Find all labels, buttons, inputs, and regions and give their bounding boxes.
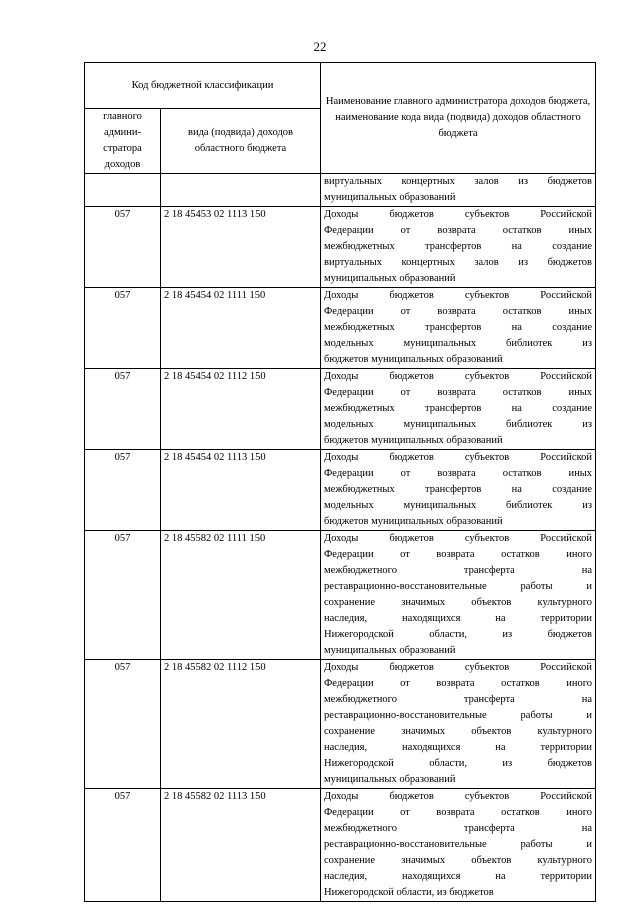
income-name-cell — [321, 174, 596, 207]
income-code-cell: 2 18 45454 02 1111 150 — [161, 288, 321, 369]
income-name-line: межбюджетных трансфертов на создание — [324, 403, 593, 414]
income-name-line: сохранение значимых объектов культурного — [324, 855, 593, 866]
income-code-cell — [161, 174, 321, 207]
admin-code-cell: 057 — [85, 369, 161, 450]
income-name-line: Доходы бюджетов субъектов Российской — [324, 791, 593, 802]
income-name-line: Нижегородской области, из бюджетов — [324, 758, 593, 769]
income-name-cell — [321, 288, 596, 369]
income-name-cell — [321, 789, 596, 902]
income-name-line: межбюджетного трансферта на — [324, 823, 593, 834]
income-code-cell: 2 18 45582 02 1113 150 — [161, 789, 321, 902]
income-code-cell: 2 18 45454 02 1113 150 — [161, 450, 321, 531]
income-name-line: муниципальных образований — [324, 645, 456, 656]
income-name-line: межбюджетных трансфертов на создание — [324, 322, 593, 333]
income-name-line: муниципальных образований — [324, 192, 456, 203]
admin-code-cell: 057 — [85, 450, 161, 531]
income-name-line: межбюджетного трансферта на — [324, 565, 593, 576]
income-name-line: бюджетов муниципальных образований — [324, 516, 503, 527]
income-code-cell: 2 18 45454 02 1112 150 — [161, 369, 321, 450]
income-name-line: межбюджетного трансферта на — [324, 694, 593, 705]
header-code-group: Код бюджетной классификации — [85, 63, 321, 109]
income-name-line: Федерации от возврата остатков иного — [324, 549, 593, 560]
income-name-line: Доходы бюджетов субъектов Российской — [324, 371, 593, 382]
income-name-line: муниципальных образований — [324, 774, 456, 785]
income-name-line: Доходы бюджетов субъектов Российской — [324, 209, 593, 220]
admin-code-cell: 057 — [85, 207, 161, 288]
income-name-line: наследия, находящихся на территории — [324, 742, 593, 753]
table-row — [85, 207, 596, 288]
page-number: 22 — [313, 39, 327, 54]
income-name-line: виртуальных концертных залов из бюджетов — [324, 257, 593, 268]
income-name-line: модельных муниципальных библиотек из — [324, 338, 593, 349]
income-name-cell — [321, 531, 596, 660]
income-name-line: Доходы бюджетов субъектов Российской — [324, 662, 593, 673]
income-name-line: виртуальных концертных залов из бюджетов — [324, 176, 593, 187]
table-row — [85, 450, 596, 531]
income-name-cell — [321, 450, 596, 531]
income-name-line: межбюджетных трансфертов на создание — [324, 484, 593, 495]
income-name-cell — [321, 369, 596, 450]
income-name-line: Нижегородской области, из бюджетов — [324, 629, 593, 640]
header-admin-column: главного админи-стратора доходов — [85, 109, 161, 174]
admin-code-cell: 057 — [85, 531, 161, 660]
income-name-line: реставрационно-восстановительные работы и — [324, 581, 593, 592]
income-name-line: Федерации от возврата остатков иных — [324, 306, 593, 317]
table-row — [85, 288, 596, 369]
income-name-line: Доходы бюджетов субъектов Российской — [324, 290, 593, 301]
income-name-line: Федерации от возврата остатков иных — [324, 225, 593, 236]
income-name-line: муниципальных образований — [324, 273, 456, 284]
income-name-line: Федерации от возврата остатков иного — [324, 678, 593, 689]
admin-code-cell: 057 — [85, 660, 161, 789]
income-name-cell — [321, 207, 596, 288]
income-name-line: сохранение значимых объектов культурного — [324, 726, 593, 737]
income-name-line: Федерации от возврата остатков иных — [324, 468, 593, 479]
income-code-cell: 2 18 45453 02 1113 150 — [161, 207, 321, 288]
income-name-cell — [321, 660, 596, 789]
table-row — [85, 660, 596, 789]
header-name-column: Наименование главного администратора доходов бюджета, наименование кода вида (подвида) доходов областного бюджета — [321, 63, 596, 174]
income-name-line: Федерации от возврата остатков иного — [324, 807, 593, 818]
admin-code-cell — [85, 174, 161, 207]
income-name-line: наследия, находящихся на территории — [324, 871, 593, 882]
table-body — [85, 174, 596, 902]
table-row — [85, 789, 596, 902]
header-income-type-column: вида (подвида) доходов областного бюджета — [161, 109, 321, 174]
budget-classification-table — [84, 62, 596, 902]
income-name-line: Доходы бюджетов субъектов Российской — [324, 452, 593, 463]
income-name-line: Нижегородской области, из бюджетов — [324, 887, 494, 898]
income-name-line: модельных муниципальных библиотек из — [324, 419, 593, 430]
table-row — [85, 369, 596, 450]
income-code-cell: 2 18 45582 02 1111 150 — [161, 531, 321, 660]
income-name-line: Федерации от возврата остатков иных — [324, 387, 593, 398]
income-name-line: бюджетов муниципальных образований — [324, 435, 503, 446]
income-name-line: сохранение значимых объектов культурного — [324, 597, 593, 608]
income-name-line: наследия, находящихся на территории — [324, 613, 593, 624]
income-name-line: Доходы бюджетов субъектов Российской — [324, 533, 593, 544]
income-name-line: межбюджетных трансфертов на создание — [324, 241, 593, 252]
admin-code-cell: 057 — [85, 288, 161, 369]
table-row — [85, 174, 596, 207]
income-name-line: реставрационно-восстановительные работы и — [324, 710, 593, 721]
income-name-line: бюджетов муниципальных образований — [324, 354, 503, 365]
table-row — [85, 531, 596, 660]
income-name-line: реставрационно-восстановительные работы и — [324, 839, 593, 850]
admin-code-cell: 057 — [85, 789, 161, 902]
income-code-cell: 2 18 45582 02 1112 150 — [161, 660, 321, 789]
income-name-line: модельных муниципальных библиотек из — [324, 500, 593, 511]
